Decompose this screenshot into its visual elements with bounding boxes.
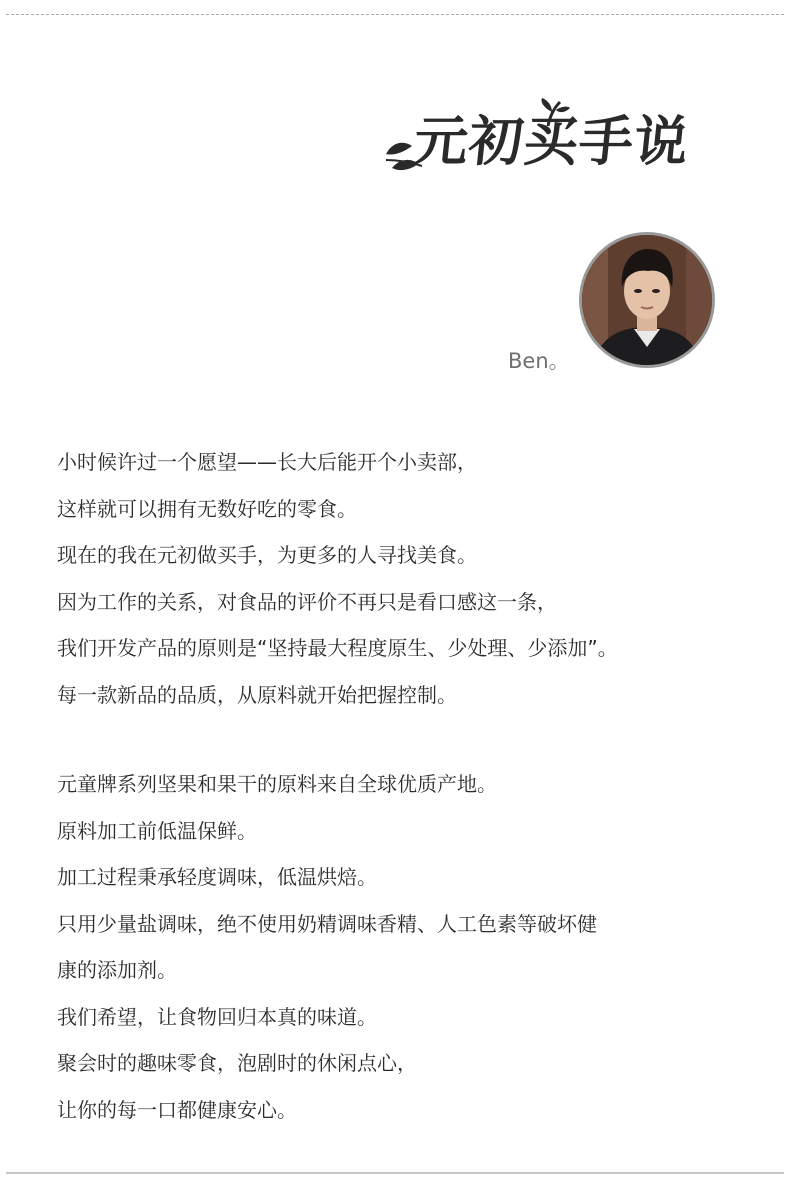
brand-logo xyxy=(382,98,732,180)
top-dashed-divider xyxy=(6,14,784,15)
text-line: 我们希望，让食物回归本真的味道。 xyxy=(57,1004,377,1029)
text-line: 康的添加剂。 xyxy=(57,958,177,982)
author-avatar xyxy=(579,232,715,368)
author-name: Ben xyxy=(508,349,549,373)
text-line: 我们开发产品的原则是“坚持最大程度原生、少处理、少添加”。 xyxy=(57,636,618,660)
text-line: 每一款新品的品质，从原料就开始把握控制。 xyxy=(57,682,457,707)
text-line: 元童牌系列坚果和果干的原料来自全球优质产地。 xyxy=(57,772,497,796)
article-body xyxy=(57,439,757,1133)
text-line: 现在的我在元初做买手，为更多的人寻找美食。 xyxy=(57,543,477,567)
author-suffix: 。 xyxy=(548,349,570,373)
paragraph-product xyxy=(57,761,757,1133)
avatar-portrait-icon xyxy=(582,235,712,365)
text-line: 聚会时的趣味零食，泡剧时的休闲点心， xyxy=(57,1051,417,1075)
text-line: 加工过程秉承轻度调味，低温烘焙。 xyxy=(57,865,377,889)
paragraph-intro xyxy=(57,439,757,718)
text-line: 让你的每一口都健康安心。 xyxy=(57,1097,297,1122)
text-line: 小时候许过一个愿望——长大后能开个小卖部， xyxy=(57,450,477,474)
author-signature xyxy=(508,345,570,375)
bottom-divider xyxy=(6,1172,784,1174)
logo-text: 元初买手说 xyxy=(410,110,693,173)
text-line: 原料加工前低温保鲜。 xyxy=(57,818,257,843)
text-line: 只用少量盐调味，绝不使用奶精调味香精、人工色素等破坏健 xyxy=(57,911,597,936)
text-line: 因为工作的关系，对食品的评价不再只是看口感这一条， xyxy=(57,589,557,614)
text-line: 这样就可以拥有无数好吃的零食。 xyxy=(57,496,357,521)
